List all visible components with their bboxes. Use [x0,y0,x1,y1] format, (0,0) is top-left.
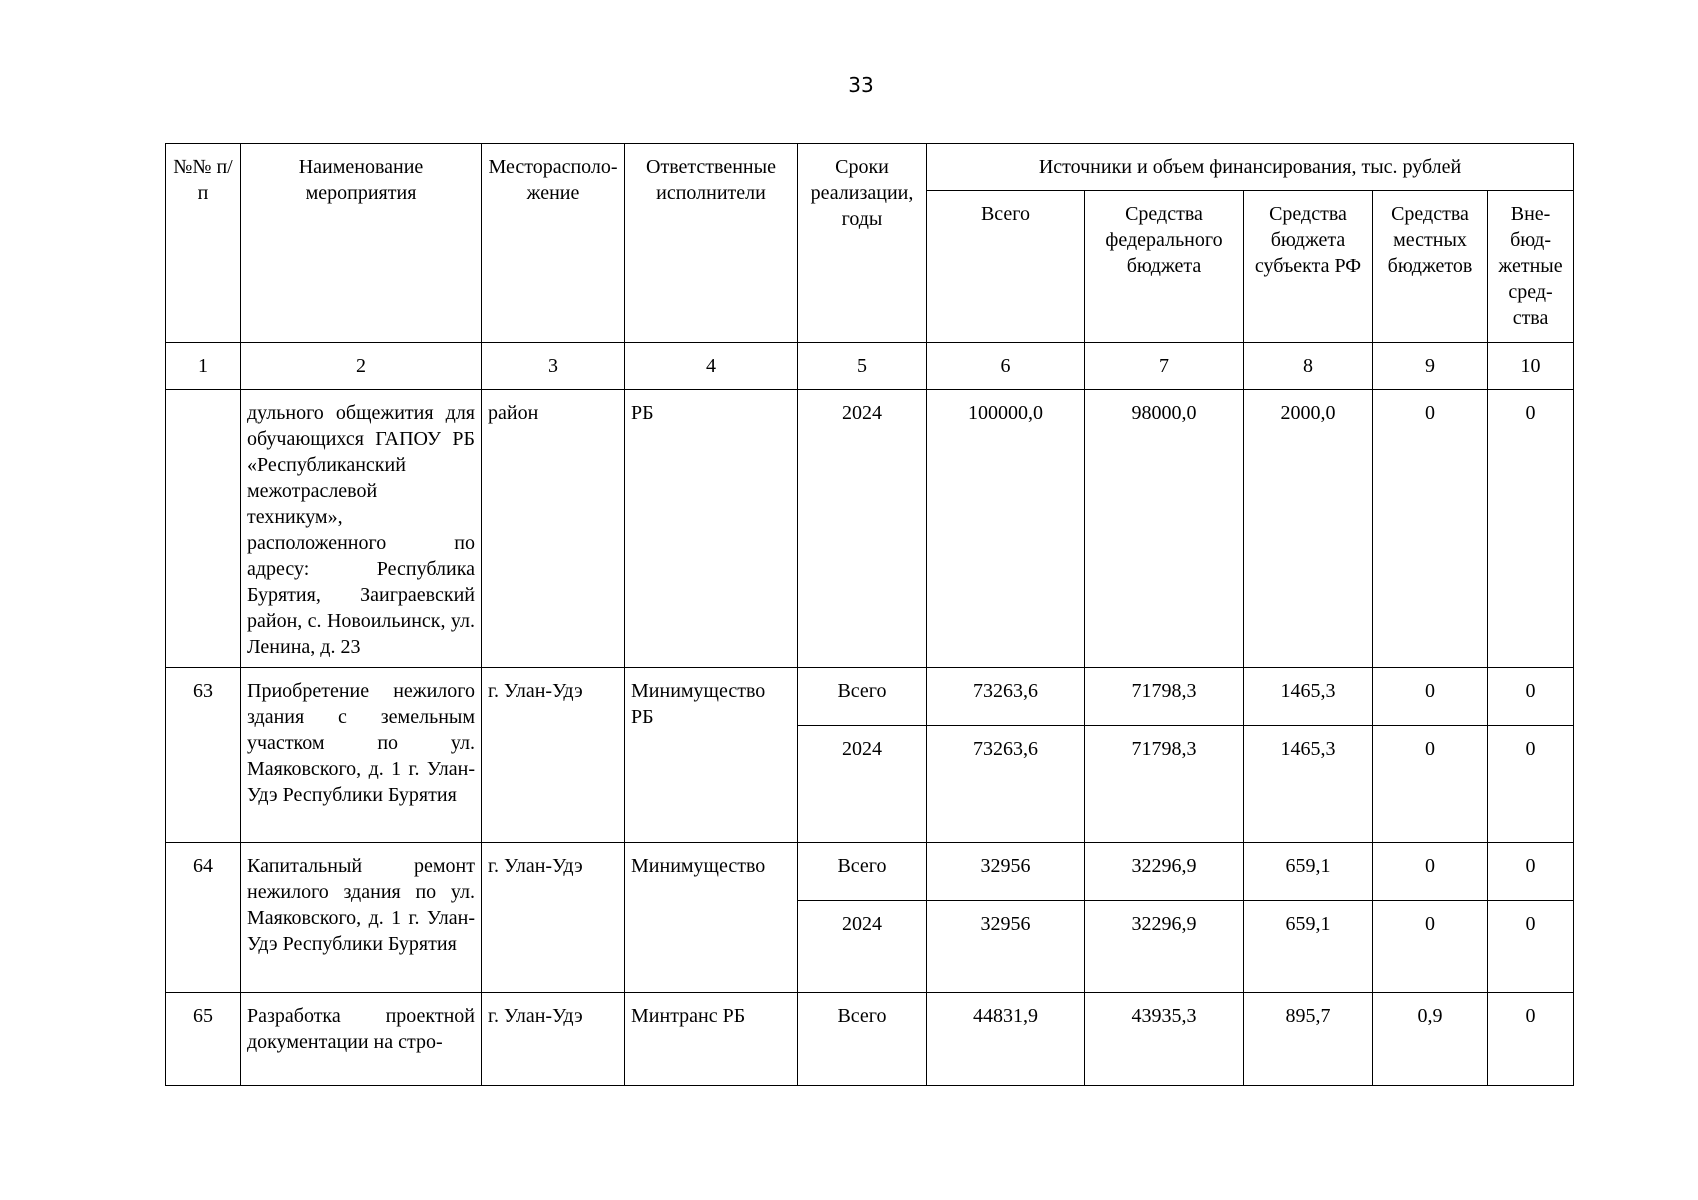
header-row-1 [166,144,1574,191]
header-event-name: Наименование мероприятия [241,144,482,343]
local-value: 0,9 [1373,993,1488,1086]
table-row [166,843,1574,901]
regional-value: 895,7 [1244,993,1373,1086]
executor: РБ [625,390,798,668]
local-value: 0 [1373,390,1488,668]
federal-value: 32296,9 [1085,901,1244,993]
period: 2024 [798,390,927,668]
executor: Минимущество [625,843,798,993]
header-extrabudget: Вне-бюд-жетные сред-ства [1488,191,1574,343]
federal-value: 71798,3 [1085,726,1244,843]
extrabudget-value: 0 [1488,843,1574,901]
row-number: 63 [166,668,241,843]
federal-value: 32296,9 [1085,843,1244,901]
column-number: 10 [1488,343,1574,390]
event-name: Приобретение нежилого здания с земельным участком по ул. Маяковского, д. 1 г. Улан-Удэ Республики Бурятия [241,668,482,843]
federal-value: 71798,3 [1085,668,1244,726]
executor: Минимущество РБ [625,668,798,843]
total-value: 44831,9 [927,993,1085,1086]
column-number: 3 [482,343,625,390]
table-row [166,993,1574,1086]
row-number: 65 [166,993,241,1086]
column-number: 1 [166,343,241,390]
period: Всего [798,668,927,726]
column-number: 8 [1244,343,1373,390]
local-value: 0 [1373,668,1488,726]
row-number [166,390,241,668]
extrabudget-value: 0 [1488,668,1574,726]
regional-value: 1465,3 [1244,668,1373,726]
federal-value: 98000,0 [1085,390,1244,668]
regional-value: 2000,0 [1244,390,1373,668]
location: г. Улан-Удэ [482,993,625,1086]
period: 2024 [798,726,927,843]
event-name: дульного общежития для обучающихся ГАПОУ РБ «Республиканский межотраслевой техникум», расположенного по адресу: Республика Бурятия, Заиграевский район, с. Новоильинск, ул. Ленина, д. 23 [241,390,482,668]
local-value: 0 [1373,726,1488,843]
extrabudget-value: 0 [1488,726,1574,843]
table-row [166,390,1574,668]
column-number: 9 [1373,343,1488,390]
header-number: №№ п/п [166,144,241,343]
extrabudget-value: 0 [1488,901,1574,993]
page-number: 33 [848,73,874,97]
regional-value: 659,1 [1244,901,1373,993]
header-funding-group: Источники и объем финансирования, тыс. рублей [927,144,1574,191]
extrabudget-value: 0 [1488,993,1574,1086]
event-name: Капитальный ремонт нежилого здания по ул. Маяковского, д. 1 г. Улан-Удэ Республики Бурятия [241,843,482,993]
event-name: Разработка проектной документации на стро- [241,993,482,1086]
header-total: Всего [927,191,1085,343]
header-local: Средства местных бюджетов [1373,191,1488,343]
location: район [482,390,625,668]
table-row [166,668,1574,726]
header-period: Сроки реализации, годы [798,144,927,343]
column-number: 7 [1085,343,1244,390]
column-number: 6 [927,343,1085,390]
row-number: 64 [166,843,241,993]
location: г. Улан-Удэ [482,668,625,843]
total-value: 73263,6 [927,726,1085,843]
column-number: 4 [625,343,798,390]
header-regional: Средства бюджета субъекта РФ [1244,191,1373,343]
total-value: 32956 [927,843,1085,901]
local-value: 0 [1373,843,1488,901]
total-value: 100000,0 [927,390,1085,668]
executor: Минтранс РБ [625,993,798,1086]
column-number: 5 [798,343,927,390]
header-federal: Средства федерального бюджета [1085,191,1244,343]
period: Всего [798,843,927,901]
regional-value: 659,1 [1244,843,1373,901]
period: 2024 [798,901,927,993]
period: Всего [798,993,927,1086]
total-value: 32956 [927,901,1085,993]
location: г. Улан-Удэ [482,843,625,993]
header-executors: Ответственные исполнители [625,144,798,343]
local-value: 0 [1373,901,1488,993]
regional-value: 1465,3 [1244,726,1373,843]
financing-table [165,143,1574,1086]
total-value: 73263,6 [927,668,1085,726]
federal-value: 43935,3 [1085,993,1244,1086]
column-number: 2 [241,343,482,390]
header-location: Месторасполо-жение [482,144,625,343]
column-number-row [166,343,1574,390]
extrabudget-value: 0 [1488,390,1574,668]
